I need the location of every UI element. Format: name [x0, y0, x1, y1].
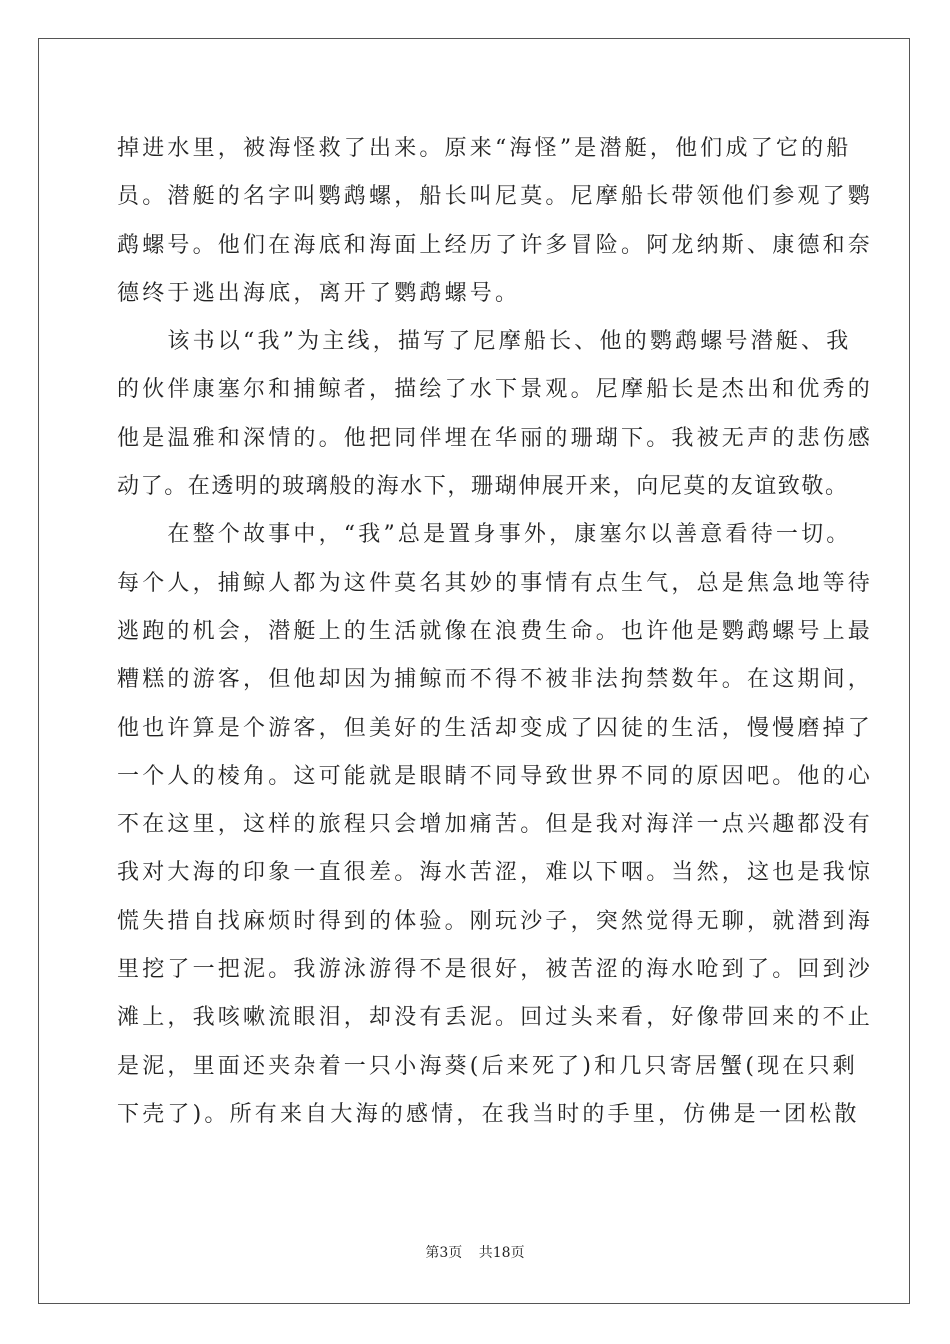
text-line: 动了。在透明的玻璃般的海水下，珊瑚伸展开来，向尼莫的友谊致敬。	[117, 474, 849, 500]
text-line: 的伙伴康塞尔和捕鲸者，描绘了水下景观。尼摩船长是杰出和优秀的	[117, 377, 874, 403]
text-line: 里挖了一把泥。我游泳游得不是很好，被苦涩的海水呛到了。回到沙	[117, 957, 874, 983]
text-line: 德终于逃出海底，离开了鹦鹉螺号。	[117, 280, 521, 306]
page-total: 共18页	[478, 1245, 525, 1261]
text-line: 每个人，捕鲸人都为这件莫名其妙的事情有点生气，总是焦急地等待	[117, 570, 874, 596]
text-line: 不在这里，这样的旅程只会增加痛苦。但是我对海洋一点兴趣都没有	[117, 812, 874, 838]
document-body	[117, 125, 874, 1139]
text-line: 掉进水里，被海怪救了出来。原来“海怪”是潜艇，他们成了它的船	[117, 136, 852, 161]
text-line: 他是温雅和深情的。他把同伴埋在华丽的珊瑚下。我被无声的悲伤感	[117, 425, 874, 451]
text-line: 他也许算是个游客，但美好的生活却变成了囚徒的生活，慢慢磨掉了	[117, 715, 874, 741]
text-line: 我对大海的印象一直很差。海水苦涩，难以下咽。当然，这也是我惊	[117, 860, 874, 886]
text-line: 下壳了)。所有来自大海的感情，在我当时的手里，仿佛是一团松散	[117, 1101, 860, 1127]
text-line: 是泥，里面还夹杂着一只小海葵(后来死了)和几只寄居蟹(现在只剩	[117, 1053, 858, 1079]
text-line: 糟糕的游客，但他却因为捕鲸而不得不被非法拘禁数年。在这期间，	[117, 667, 874, 693]
text-line: 鹉螺号。他们在海底和海面上经历了许多冒险。阿龙纳斯、康德和奈	[117, 232, 874, 258]
text-line: 该书以“我”为主线，描写了尼摩船长、他的鹦鹉螺号潜艇、我	[117, 329, 852, 355]
text-line: 滩上，我咳嗽流眼泪，却没有丢泥。回过头来看，好像带回来的不止	[117, 1005, 874, 1031]
text-line: 慌失措自找麻烦时得到的体验。刚玩沙子，突然觉得无聊，就潜到海	[117, 908, 874, 934]
text-line: 在整个故事中，“我”总是置身事外，康塞尔以善意看待一切。	[117, 522, 852, 548]
page-number: 第3页	[425, 1245, 463, 1261]
page-footer	[0, 1242, 950, 1262]
text-line: 员。潜艇的名字叫鹦鹉螺，船长叫尼莫。尼摩船长带领他们参观了鹦	[117, 184, 874, 210]
text-line: 逃跑的机会，潜艇上的生活就像在浪费生命。也许他是鹦鹉螺号上最	[117, 618, 874, 644]
text-line: 一个人的棱角。这可能就是眼睛不同导致世界不同的原因吧。他的心	[117, 763, 874, 789]
